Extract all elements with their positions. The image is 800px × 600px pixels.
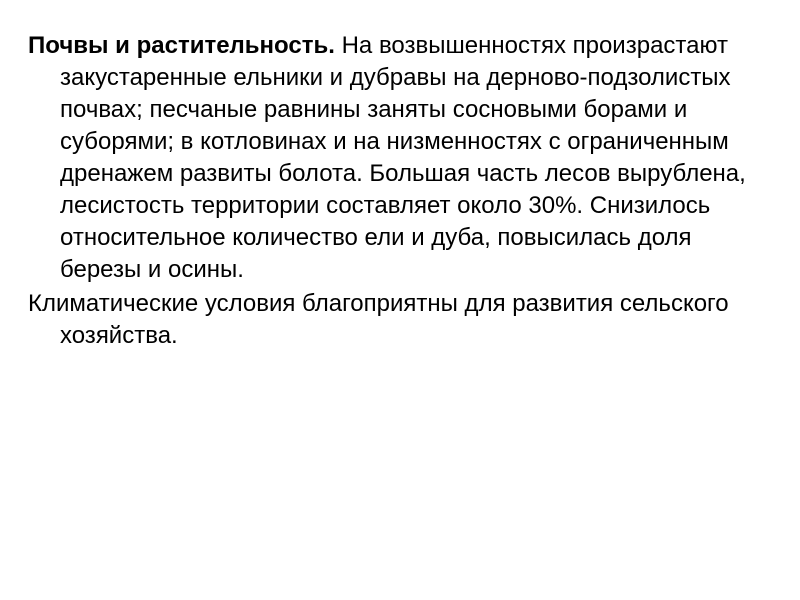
paragraph-climate	[28, 288, 772, 352]
paragraph-lead-heading: Почвы и растительность.	[28, 32, 335, 59]
paragraph-body-text: На возвышенностях произрастают закустаренные ельники и дубравы на дерново-подзолистых почвах; песчаные равнины заняты сосновыми борами и суборями; в котловинах и на низменностях с ограниченным дренажем развиты болота. Большая часть лесов вырублена, лесистость территории составляет около 30%. Снизилось относительное количество ели и дуба, повысилась доля березы и осины.	[60, 32, 746, 283]
paragraph-body-text: Климатические условия благоприятны для развития сельского хозяйства.	[28, 290, 729, 349]
paragraph-soils-vegetation	[28, 30, 772, 286]
